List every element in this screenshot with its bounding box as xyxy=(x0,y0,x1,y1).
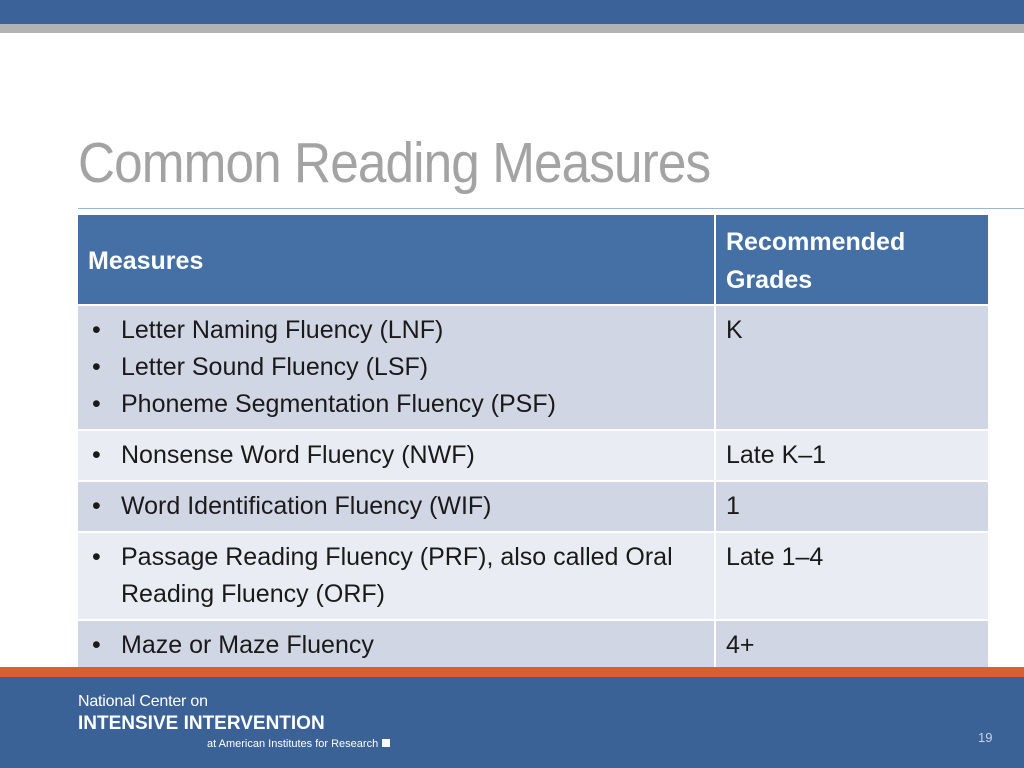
reading-measures-table xyxy=(76,213,990,672)
measure-item: • Passage Reading Fluency (PRF), also called Oral Reading Fluency (ORF) xyxy=(88,539,704,613)
logo-air-text: at American Institutes for Research xyxy=(207,738,379,750)
measure-list xyxy=(88,539,704,613)
top-header-bar xyxy=(0,0,1024,24)
grades-cell: Late K–1 xyxy=(715,430,989,481)
measure-list xyxy=(88,437,704,474)
measures-cell xyxy=(77,305,715,430)
measure-item: • Word Identification Fluency (WIF) xyxy=(88,488,704,525)
table-row xyxy=(77,430,989,481)
measures-cell xyxy=(77,620,715,671)
page-number: 19 xyxy=(978,730,993,745)
header-measures: Measures xyxy=(77,214,715,305)
measures-cell xyxy=(77,481,715,532)
measure-item: • Nonsense Word Fluency (NWF) xyxy=(88,437,704,474)
table-header-row xyxy=(77,214,989,305)
measure-item: • Letter Naming Fluency (LNF) xyxy=(88,312,704,349)
logo-square-icon xyxy=(382,739,390,747)
table-row xyxy=(77,305,989,430)
header-recommended-grades: Recommended Grades xyxy=(715,214,989,305)
slide-title: Common Reading Measures xyxy=(78,131,711,195)
measure-item: • Maze or Maze Fluency xyxy=(88,627,704,664)
measure-item: • Phoneme Segmentation Fluency (PSF) xyxy=(88,386,704,423)
logo-line-national-center: National Center on xyxy=(78,693,208,710)
grades-cell: 1 xyxy=(715,481,989,532)
measure-item: • Letter Sound Fluency (LSF) xyxy=(88,349,704,386)
grades-cell: Late 1–4 xyxy=(715,532,989,620)
ncii-logo xyxy=(78,692,390,752)
table-row xyxy=(77,620,989,671)
table-row xyxy=(77,481,989,532)
title-divider xyxy=(78,208,1024,209)
footer-accent-stripe xyxy=(0,667,1024,677)
grades-cell: K xyxy=(715,305,989,430)
measure-list xyxy=(88,627,704,664)
measures-cell xyxy=(77,532,715,620)
logo-line-intensive-intervention: INTENSIVE INTERVENTION xyxy=(78,713,325,734)
measure-list xyxy=(88,312,704,423)
top-gray-stripe xyxy=(0,24,1024,33)
table-row xyxy=(77,532,989,620)
measures-cell xyxy=(77,430,715,481)
logo-line-air xyxy=(207,736,390,752)
grades-cell: 4+ xyxy=(715,620,989,671)
measure-list xyxy=(88,488,704,525)
